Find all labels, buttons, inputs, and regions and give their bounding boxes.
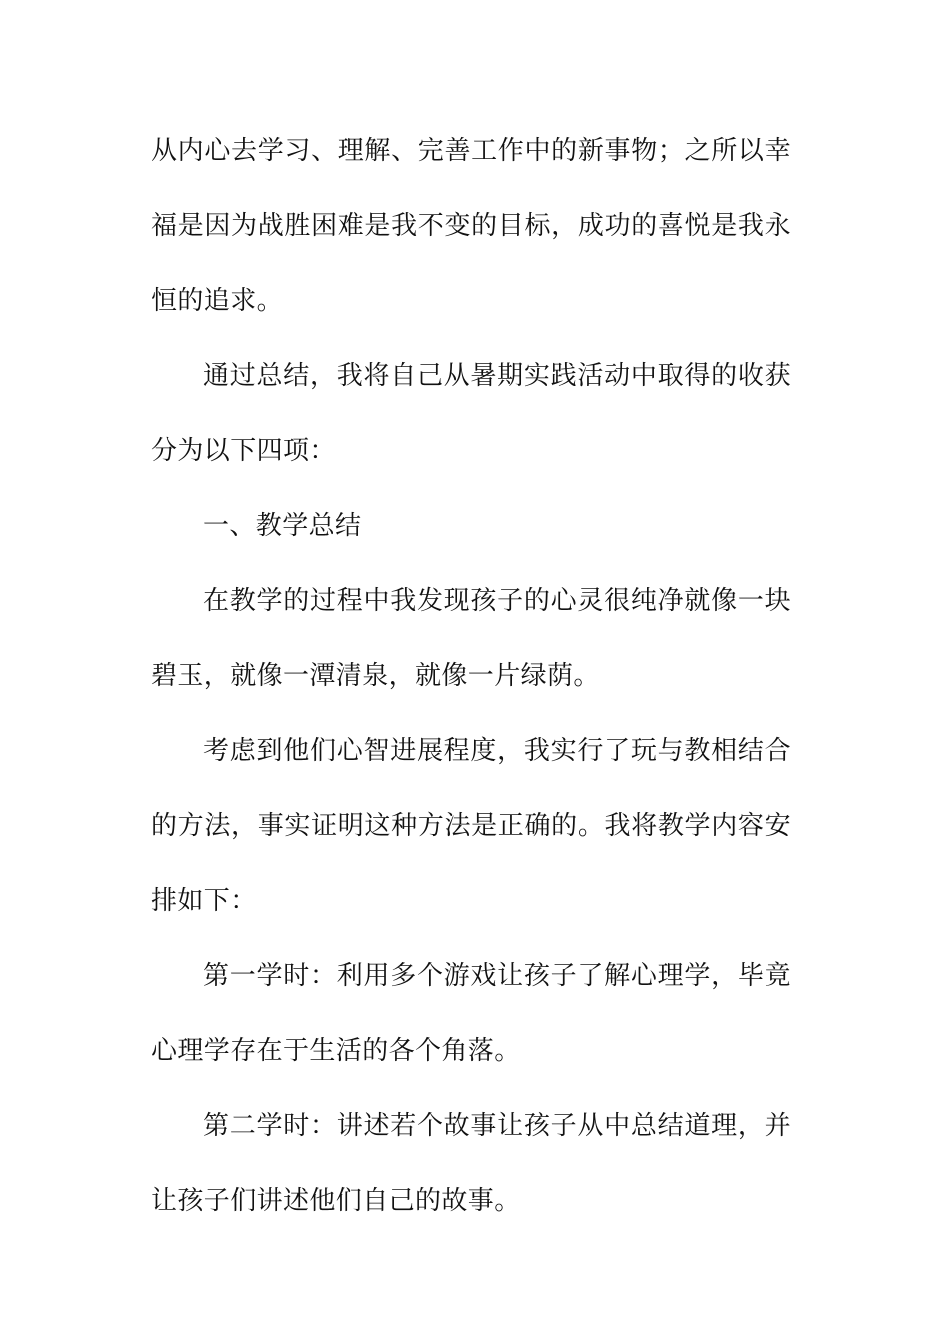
paragraph-summary-intro: 通过总结，我将自己从暑期实践活动中取得的收获分为以下四项： bbox=[151, 361, 791, 466]
paragraph-lesson-two: 第二学时：讲述若个故事让孩子从中总结道理，并让孩子们讲述他们自己的故事。 bbox=[151, 1111, 791, 1216]
paragraph-children-observation: 在教学的过程中我发现孩子的心灵很纯净就像一块碧玉，就像一潭清泉，就像一片绿荫。 bbox=[151, 586, 791, 691]
paragraph-lesson-one: 第一学时：利用多个游戏让孩子了解心理学，毕竟心理学存在于生活的各个角落。 bbox=[151, 961, 791, 1066]
paragraph-continuation: 从内心去学习、理解、完善工作中的新事物；之所以幸福是因为战胜困难是我不变的目标，成功的喜悦是我永恒的追求。 bbox=[151, 136, 791, 316]
document-body bbox=[151, 114, 791, 1239]
paragraph-teaching-method: 考虑到他们心智进展程度，我实行了玩与教相结合的方法，事实证明这种方法是正确的。我将教学内容安排如下： bbox=[151, 736, 791, 916]
section-heading-teaching-summary: 一、教学总结 bbox=[203, 511, 362, 541]
